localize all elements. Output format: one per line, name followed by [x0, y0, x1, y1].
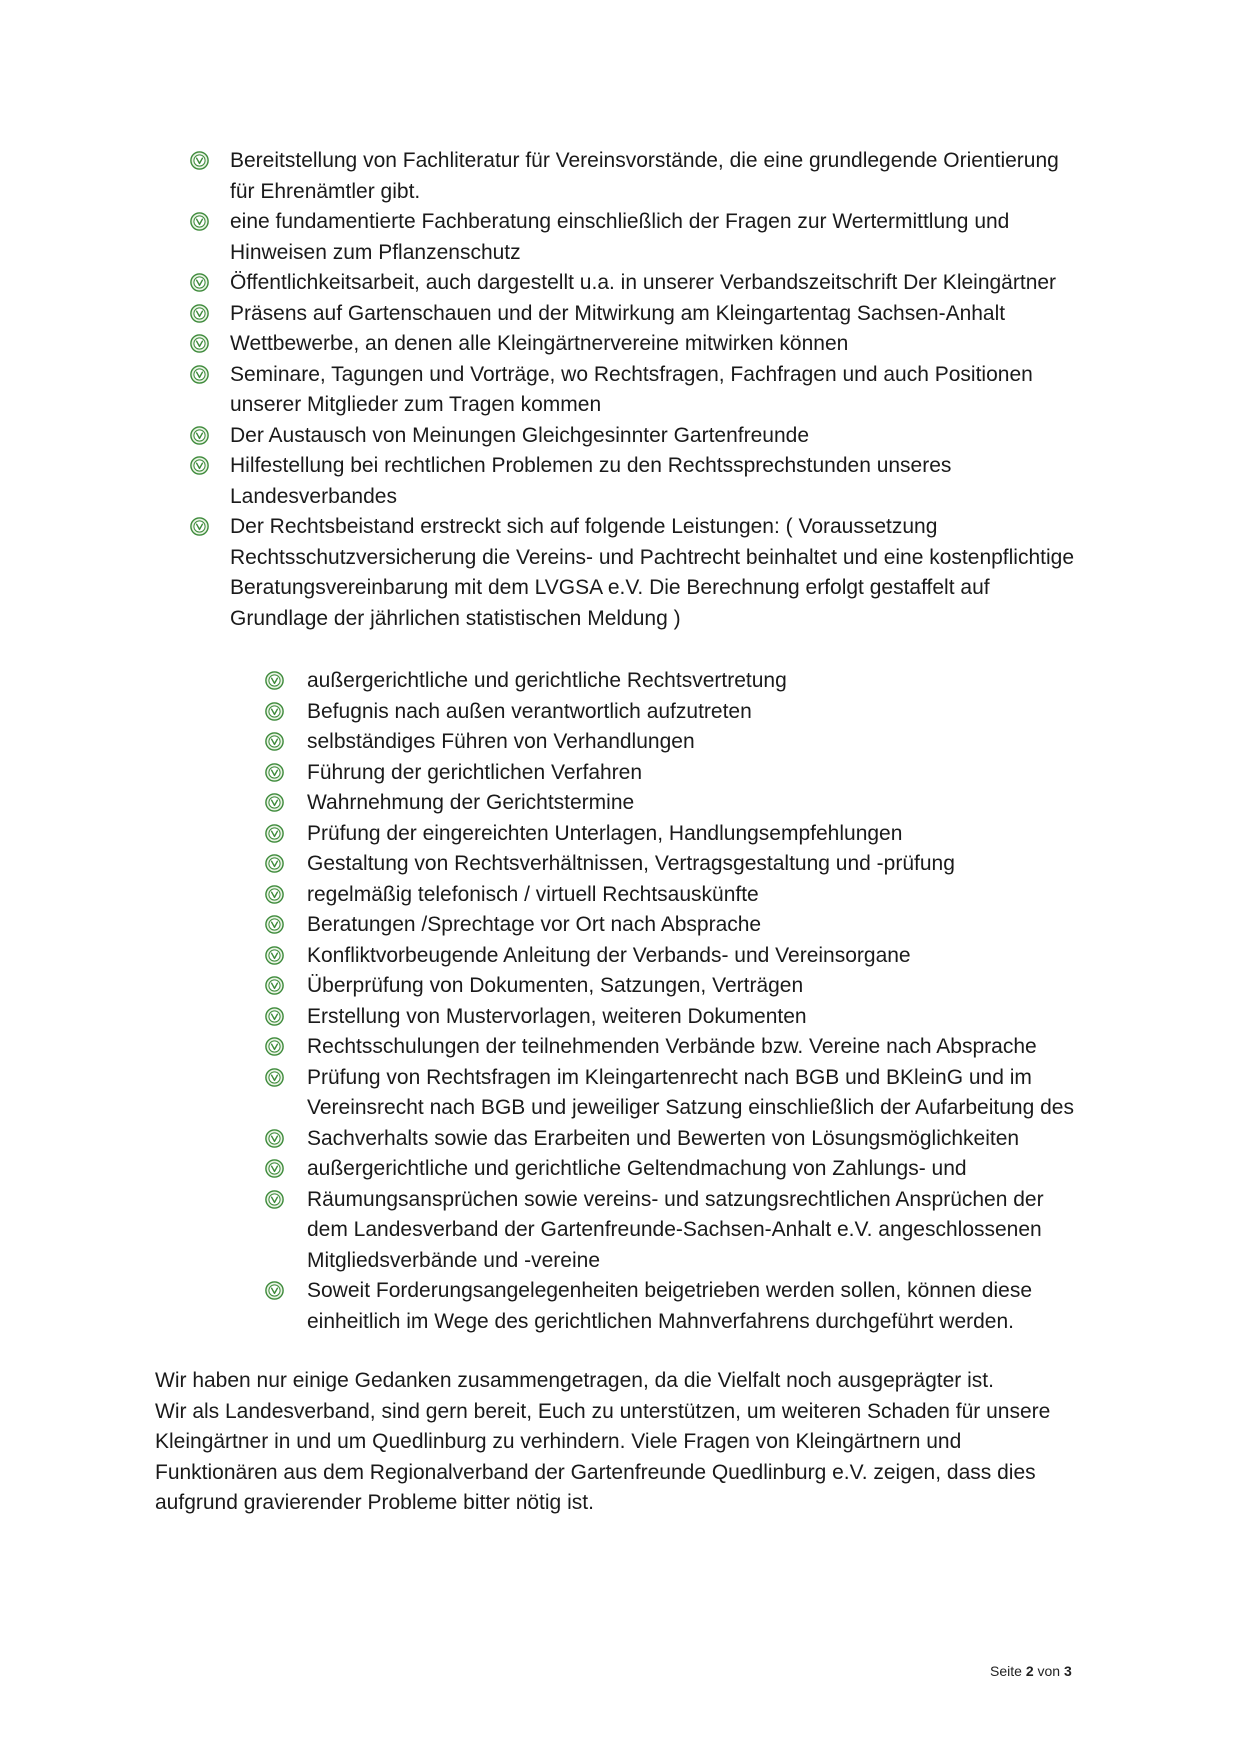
green-seal-bullet-icon: [265, 913, 284, 932]
green-seal-bullet-icon: [265, 730, 284, 749]
green-seal-bullet-icon: [265, 822, 284, 841]
list-item-text: Wahrnehmung der Gerichtstermine: [307, 791, 635, 814]
list-item: [265, 788, 1085, 819]
closing-text: [155, 1366, 1055, 1519]
page-of-label: von: [1037, 1663, 1061, 1679]
green-seal-bullet-icon: [190, 302, 209, 321]
list-item-text: Rechtsschulungen der teilnehmenden Verbände bzw. Vereine nach Absprache: [307, 1035, 1037, 1058]
list-item: [265, 971, 1085, 1002]
closing-paragraph: Wir als Landesverband, sind gern bereit, Euch zu unterstützen, um weiteren Schaden für unsere Kleingärtner in und um Quedlinburg zu verhindern. Viele Fragen von Kleingärtnern und Funktionären aus dem Regionalverband der Gartenfreunde Quedlinburg e.V. zeigen, dass dies aufgrund gravierender Probleme bitter nötig ist.: [155, 1399, 1051, 1514]
list-item-text: außergerichtliche und gerichtliche Rechtsvertretung: [307, 669, 787, 692]
green-seal-bullet-icon: [265, 852, 284, 871]
list-item: [265, 941, 1085, 972]
list-item-text: Prüfung der eingereichten Unterlagen, Handlungsempfehlungen: [307, 821, 903, 845]
list-item-text: Konfliktvorbeugende Anleitung der Verbands- und Vereinsorgane: [307, 943, 911, 967]
list-item-text: Präsens auf Gartenschauen und der Mitwirkung am Kleingartentag Sachsen-Anhalt: [230, 301, 1006, 325]
list-item-text: Soweit Forderungsangelegenheiten beigetrieben werden sollen, können diese einheitlich im Wege des gerichtlichen Mahnverfahrens durchgeführt werden.: [307, 1279, 1033, 1333]
list-item: [265, 910, 1085, 941]
list-item: [265, 758, 1085, 789]
list-item-text: Prüfung von Rechtsfragen im Kleingartenrecht nach BGB und BKleinG und im Vereinsrecht nach BGB und jeweiliger Satzung einschließlich der Aufarbeitung des: [307, 1065, 1074, 1119]
green-seal-bullet-icon: [265, 1157, 284, 1176]
green-seal-bullet-icon: [265, 944, 284, 963]
list-item: [265, 1002, 1085, 1033]
list-item-text: außergerichtliche und gerichtliche Geltendmachung von Zahlungs- und: [307, 1157, 967, 1180]
list-item: [265, 819, 1085, 850]
list-item-text: eine fundamentierte Fachberatung einschließlich der Fragen zur Wertermittlung und Hinweisen zum Pflanzenschutz: [230, 210, 1010, 264]
list-item-text: Führung der gerichtlichen Verfahren: [307, 760, 643, 784]
green-seal-bullet-icon: [265, 1005, 284, 1024]
list-item-text: Seminare, Tagungen und Vorträge, wo Rechtsfragen, Fachfragen und auch Positionen unserer Mitglieder zum Tragen kommen: [230, 362, 1033, 416]
green-seal-bullet-icon: [265, 974, 284, 993]
list-item: [190, 146, 1080, 207]
list-item-text: Öffentlichkeitsarbeit, auch dargestellt u.a. in unserer Verbandszeitschrift Der Kleingärtner: [230, 271, 1057, 294]
green-seal-bullet-icon: [265, 1279, 284, 1298]
list-item-text: Räumungsansprüchen sowie vereins- und satzungsrechtlichen Ansprüchen der dem Landesverband der Gartenfreunde-Sachsen-Anhalt e.V. angeschlossenen Mitgliedsverbände und -vereine: [307, 1187, 1044, 1272]
green-seal-bullet-icon: [190, 363, 209, 382]
green-seal-bullet-icon: [265, 761, 284, 780]
list-item: [265, 697, 1085, 728]
list-item: [265, 849, 1085, 880]
list-item: [265, 727, 1085, 758]
green-seal-bullet-icon: [265, 1127, 284, 1146]
green-seal-bullet-icon: [190, 424, 209, 443]
green-seal-bullet-icon: [265, 700, 284, 719]
list-item: [190, 512, 1080, 634]
list-item: [265, 880, 1085, 911]
list-item-text: Der Rechtsbeistand erstreckt sich auf folgende Leistungen: ( Voraussetzung Rechtsschutzversicherung die Vereins- und Pachtrecht beinhaltet und eine kostenpflichtige Beratungsvereinbarung mit dem LVGSA e.V. Die Berechnung erfolgt gestaffelt auf Grundlage der jährlichen statistischen Meldung ): [230, 515, 1075, 630]
list-item: [265, 666, 1085, 697]
green-seal-bullet-icon: [190, 332, 209, 351]
list-item: [190, 329, 1080, 360]
list-item: [190, 360, 1080, 421]
list-item-text: Erstellung von Mustervorlagen, weiteren Dokumenten: [307, 1004, 807, 1028]
list-item-text: Überprüfung von Dokumenten, Satzungen, Verträgen: [307, 974, 804, 997]
list-item-text: Befugnis nach außen verantwortlich aufzutreten: [307, 699, 752, 723]
current-page: 2: [1025, 1663, 1034, 1679]
list-item-text: Der Austausch von Meinungen Gleichgesinnter Gartenfreunde: [230, 423, 810, 447]
legal-services-list: [265, 666, 1085, 1337]
list-item: [190, 268, 1080, 299]
green-seal-bullet-icon: [265, 1035, 284, 1054]
services-list: [190, 146, 1080, 666]
green-seal-bullet-icon: [265, 1066, 284, 1085]
list-item: [265, 1154, 1085, 1185]
list-item: [190, 421, 1080, 452]
list-item-text: Sachverhalts sowie das Erarbeiten und Bewerten von Lösungsmöglichkeiten: [307, 1126, 1020, 1150]
list-item-text: Gestaltung von Rechtsverhältnissen, Vertragsgestaltung und -prüfung: [307, 852, 955, 875]
green-seal-bullet-icon: [265, 669, 284, 688]
list-item: [265, 1124, 1085, 1155]
list-item-text: regelmäßig telefonisch / virtuell Rechtsauskünfte: [307, 882, 759, 906]
page-number: [990, 1663, 1072, 1679]
list-item-text: Wettbewerbe, an denen alle Kleingärtnervereine mitwirken können: [230, 332, 849, 355]
list-item: [190, 451, 1080, 512]
list-item: [265, 1032, 1085, 1063]
green-seal-bullet-icon: [190, 515, 209, 534]
list-item-text: Hilfestellung bei rechtlichen Problemen zu den Rechtssprechstunden unseres Landesverbandes: [230, 454, 952, 508]
list-item: [265, 1063, 1085, 1124]
list-item: [265, 1185, 1085, 1277]
list-item: [190, 299, 1080, 330]
list-item: [265, 1276, 1085, 1337]
total-pages: 3: [1063, 1663, 1072, 1679]
green-seal-bullet-icon: [190, 149, 209, 168]
green-seal-bullet-icon: [190, 210, 209, 229]
green-seal-bullet-icon: [265, 791, 284, 810]
green-seal-bullet-icon: [265, 1188, 284, 1207]
list-item-text: selbständiges Führen von Verhandlungen: [307, 730, 695, 753]
page-label: Seite: [990, 1663, 1022, 1679]
list-item-text: Beratungen /Sprechtage vor Ort nach Absprache: [307, 913, 762, 936]
list-item: [190, 207, 1080, 268]
green-seal-bullet-icon: [190, 454, 209, 473]
green-seal-bullet-icon: [265, 883, 284, 902]
list-item-text: Bereitstellung von Fachliteratur für Vereinsvorstände, die eine grundlegende Orientierung für Ehrenämtler gibt.: [230, 149, 1059, 203]
closing-line: Wir haben nur einige Gedanken zusammengetragen, da die Vielfalt noch ausgeprägter ist.: [155, 1369, 994, 1392]
green-seal-bullet-icon: [190, 271, 209, 290]
